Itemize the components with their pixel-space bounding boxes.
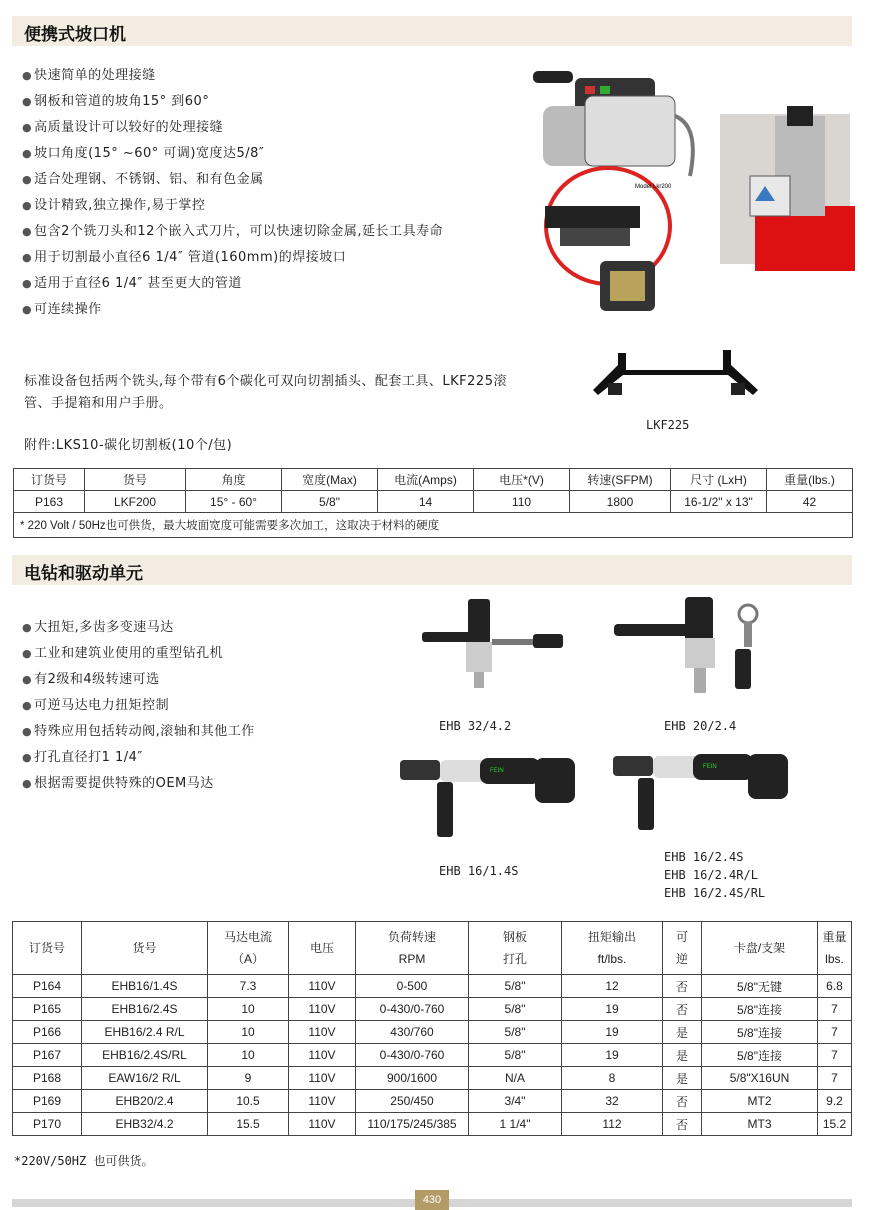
feature-item: ● 快速简单的处理接缝	[22, 63, 443, 89]
table-header-row	[14, 469, 853, 491]
header-cell: 货号	[82, 922, 208, 975]
cell: 19	[562, 1021, 663, 1044]
header-cell: 电流(Amps)	[378, 469, 474, 491]
drill-label: EHB 16/2.4R/L	[664, 868, 758, 882]
cell: P165	[13, 998, 82, 1021]
cell: 15.5	[208, 1113, 289, 1136]
cell: 5/8"无键	[702, 975, 818, 998]
header-cell: 尺寸 (LxH)	[671, 469, 767, 491]
cell: 5/8"连接	[702, 998, 818, 1021]
footnote: *220V/50HZ 也可供货。	[14, 1154, 154, 1168]
bevel-machine-photo	[525, 66, 855, 316]
cell: P168	[13, 1067, 82, 1090]
table-row	[14, 491, 853, 513]
cell: 10	[208, 998, 289, 1021]
cell: 112	[562, 1113, 663, 1136]
section-title: 电钻和驱动单元	[24, 564, 143, 584]
cell: 900/1600	[356, 1067, 469, 1090]
cell: 7	[818, 1067, 852, 1090]
feature-item: ● 适用于直径6 1/4″ 甚至更大的管道	[22, 271, 443, 297]
model-caption: Model Lkr200	[635, 184, 672, 190]
cell: P167	[13, 1044, 82, 1067]
cell: 14	[378, 491, 474, 513]
header-cell: 电压*(V)	[474, 469, 570, 491]
drill-label-group	[664, 848, 765, 902]
cell: 1 1/4"	[469, 1113, 562, 1136]
cell: 是	[663, 1067, 702, 1090]
header-cell: 转速(SFPM)	[570, 469, 671, 491]
cell: 110V	[289, 1113, 356, 1136]
table-row	[13, 1113, 852, 1136]
cell: 9.2	[818, 1090, 852, 1113]
table-row	[13, 1067, 852, 1090]
header-cell: 卡盘/支架	[702, 922, 818, 975]
cell: 10	[208, 1021, 289, 1044]
feature-item: ● 高质量设计可以较好的处理接缝	[22, 115, 443, 141]
cell: 8	[562, 1067, 663, 1090]
feature-item: ● 根据需要提供特殊的OEM马达	[22, 771, 255, 797]
cell: 9	[208, 1067, 289, 1090]
cell: 110	[474, 491, 570, 513]
standard-equipment-text	[24, 371, 507, 415]
cell: 16-1/2" x 13"	[671, 491, 767, 513]
lkf225-fixture-drawing	[588, 345, 763, 410]
header-cell: 扭矩输出 ft/lbs.	[562, 922, 663, 975]
drill-label: EHB 20/2.4	[664, 719, 737, 733]
cell: EHB32/4.2	[82, 1113, 208, 1136]
drill-ehb16-14s-photo	[395, 752, 585, 842]
drill-table-body	[13, 975, 852, 1136]
cell: 19	[562, 1044, 663, 1067]
cell: 0-430/0-760	[356, 998, 469, 1021]
feature-item: ● 有2级和4级转速可选	[22, 667, 255, 693]
drill-label: EHB 16/2.4S	[664, 850, 744, 864]
feature-item: ● 大扭矩,多齿多变速马达	[22, 615, 255, 641]
cell: 110V	[289, 1021, 356, 1044]
cell: P169	[13, 1090, 82, 1113]
feature-list-drill	[22, 615, 255, 797]
cell: 5/8"	[469, 975, 562, 998]
cell: 19	[562, 998, 663, 1021]
cell: 32	[562, 1090, 663, 1113]
feature-list-bevel	[22, 63, 443, 323]
cell: 是	[663, 1044, 702, 1067]
cell: 110/175/245/385	[356, 1113, 469, 1136]
header-cell: 订货号	[14, 469, 85, 491]
feature-item: ● 坡口角度(15° ~60° 可调)宽度达5/8″	[22, 141, 443, 167]
cell: P164	[13, 975, 82, 998]
brand-text: FEIN	[703, 764, 717, 770]
header-cell: 马达电流 （A）	[208, 922, 289, 975]
header-cell: 钢板 打孔	[469, 922, 562, 975]
cell: EHB16/2.4S	[82, 998, 208, 1021]
header-cell: 可 逆	[663, 922, 702, 975]
feature-item: ● 特殊应用包括转动阀,滚轴和其他工作	[22, 719, 255, 745]
drill-label: EHB 16/1.4S	[439, 864, 519, 878]
cell: P166	[13, 1021, 82, 1044]
cell: 6.8	[818, 975, 852, 998]
table-header-row	[13, 922, 852, 975]
table-note-row	[14, 513, 853, 538]
cell: 250/450	[356, 1090, 469, 1113]
cell: 12	[562, 975, 663, 998]
cell: 110V	[289, 998, 356, 1021]
cell: 1800	[570, 491, 671, 513]
cell: 110V	[289, 1067, 356, 1090]
feature-item: ● 工业和建筑业使用的重型钻孔机	[22, 641, 255, 667]
header-cell: 货号	[85, 469, 186, 491]
feature-item: ● 设计精致,独立操作,易于掌控	[22, 193, 443, 219]
drill-label: EHB 16/2.4S/RL	[664, 886, 766, 900]
page-number: 430	[415, 1190, 449, 1210]
cell: 5/8"	[469, 998, 562, 1021]
cell: 0-430/0-760	[356, 1044, 469, 1067]
cell: 5/8"X16UN	[702, 1067, 818, 1090]
drill-label: EHB 32/4.2	[439, 719, 512, 733]
cell: 7.3	[208, 975, 289, 998]
cell: 15° - 60°	[186, 491, 282, 513]
header-cell: 宽度(Max)	[282, 469, 378, 491]
cell: 5/8"	[469, 1021, 562, 1044]
drill-spec-table	[12, 921, 852, 1136]
cell: P163	[14, 491, 85, 513]
header-cell: 负荷转速 RPM	[356, 922, 469, 975]
cell: 否	[663, 975, 702, 998]
bevel-spec-table	[13, 468, 853, 538]
header-cell: 订货号	[13, 922, 82, 975]
drill-ehb32-photo	[418, 594, 568, 694]
cell: 15.2	[818, 1113, 852, 1136]
cell: 42	[767, 491, 853, 513]
cell: 7	[818, 998, 852, 1021]
table-row	[13, 1021, 852, 1044]
cell: 7	[818, 1044, 852, 1067]
feature-item: ● 钢板和管道的坡角15° 到60°	[22, 89, 443, 115]
table-row	[13, 998, 852, 1021]
section-header-drill-units	[12, 555, 852, 585]
drill-ehb16-24-photo	[608, 748, 798, 838]
cell: 3/4"	[469, 1090, 562, 1113]
header-cell: 角度	[186, 469, 282, 491]
cell: 否	[663, 1090, 702, 1113]
cell: EHB16/2.4 R/L	[82, 1021, 208, 1044]
section-header-bevel-machine	[12, 16, 852, 46]
cell: EHB16/1.4S	[82, 975, 208, 998]
standard-equipment-line: 管、手提箱和用户手册。	[24, 396, 173, 411]
cell: 否	[663, 998, 702, 1021]
section-title: 便携式坡口机	[24, 25, 126, 45]
table-row	[13, 1044, 852, 1067]
cell: 5/8"	[282, 491, 378, 513]
cell: LKF200	[85, 491, 186, 513]
feature-item: ● 包含2个铣刀头和12个嵌入式刀片，可以快速切除金属,延长工具寿命	[22, 219, 443, 245]
cell: 110V	[289, 1044, 356, 1067]
accessory-text: 附件:LKS10-碳化切割板(10个/包)	[24, 438, 233, 453]
header-cell: 重量 lbs.	[818, 922, 852, 975]
cell: EAW16/2 R/L	[82, 1067, 208, 1090]
cell: MT3	[702, 1113, 818, 1136]
standard-equipment-line: 标准设备包括两个铣头,每个带有6个碳化可双向切割插头、配套工具、LKF225滚	[24, 374, 507, 389]
feature-item: ● 打孔直径打1 1/4″	[22, 745, 255, 771]
cell: 5/8"连接	[702, 1044, 818, 1067]
drill-ehb20-photo	[610, 594, 770, 699]
cell: N/A	[469, 1067, 562, 1090]
header-cell: 电压	[289, 922, 356, 975]
cell: 10.5	[208, 1090, 289, 1113]
cell: 5/8"连接	[702, 1021, 818, 1044]
table-row	[13, 975, 852, 998]
cell: EHB20/2.4	[82, 1090, 208, 1113]
table-note: * 220 Volt / 50Hz也可供货，最大坡面宽度可能需要多次加工，这取决于材料的硬度	[14, 513, 853, 538]
feature-item: ● 可逆马达电力扭矩控制	[22, 693, 255, 719]
feature-item: ● 用于切割最小直径6 1/4″ 管道(160mm)的焊接坡口	[22, 245, 443, 271]
cell: EHB16/2.4S/RL	[82, 1044, 208, 1067]
cell: 否	[663, 1113, 702, 1136]
feature-item: ● 适合处理钢、不锈钢、铝、和有色金属	[22, 167, 443, 193]
cell: 430/760	[356, 1021, 469, 1044]
feature-item: ● 可连续操作	[22, 297, 443, 323]
cell: 10	[208, 1044, 289, 1067]
header-cell: 重量(lbs.)	[767, 469, 853, 491]
cell: 0-500	[356, 975, 469, 998]
table-row	[13, 1090, 852, 1113]
cell: 110V	[289, 975, 356, 998]
brand-text: FEIN	[490, 768, 504, 774]
cell: 7	[818, 1021, 852, 1044]
fixture-label: LKF225	[646, 418, 690, 432]
cell: 是	[663, 1021, 702, 1044]
cell: 5/8"	[469, 1044, 562, 1067]
cell: P170	[13, 1113, 82, 1136]
cell: 110V	[289, 1090, 356, 1113]
cell: MT2	[702, 1090, 818, 1113]
